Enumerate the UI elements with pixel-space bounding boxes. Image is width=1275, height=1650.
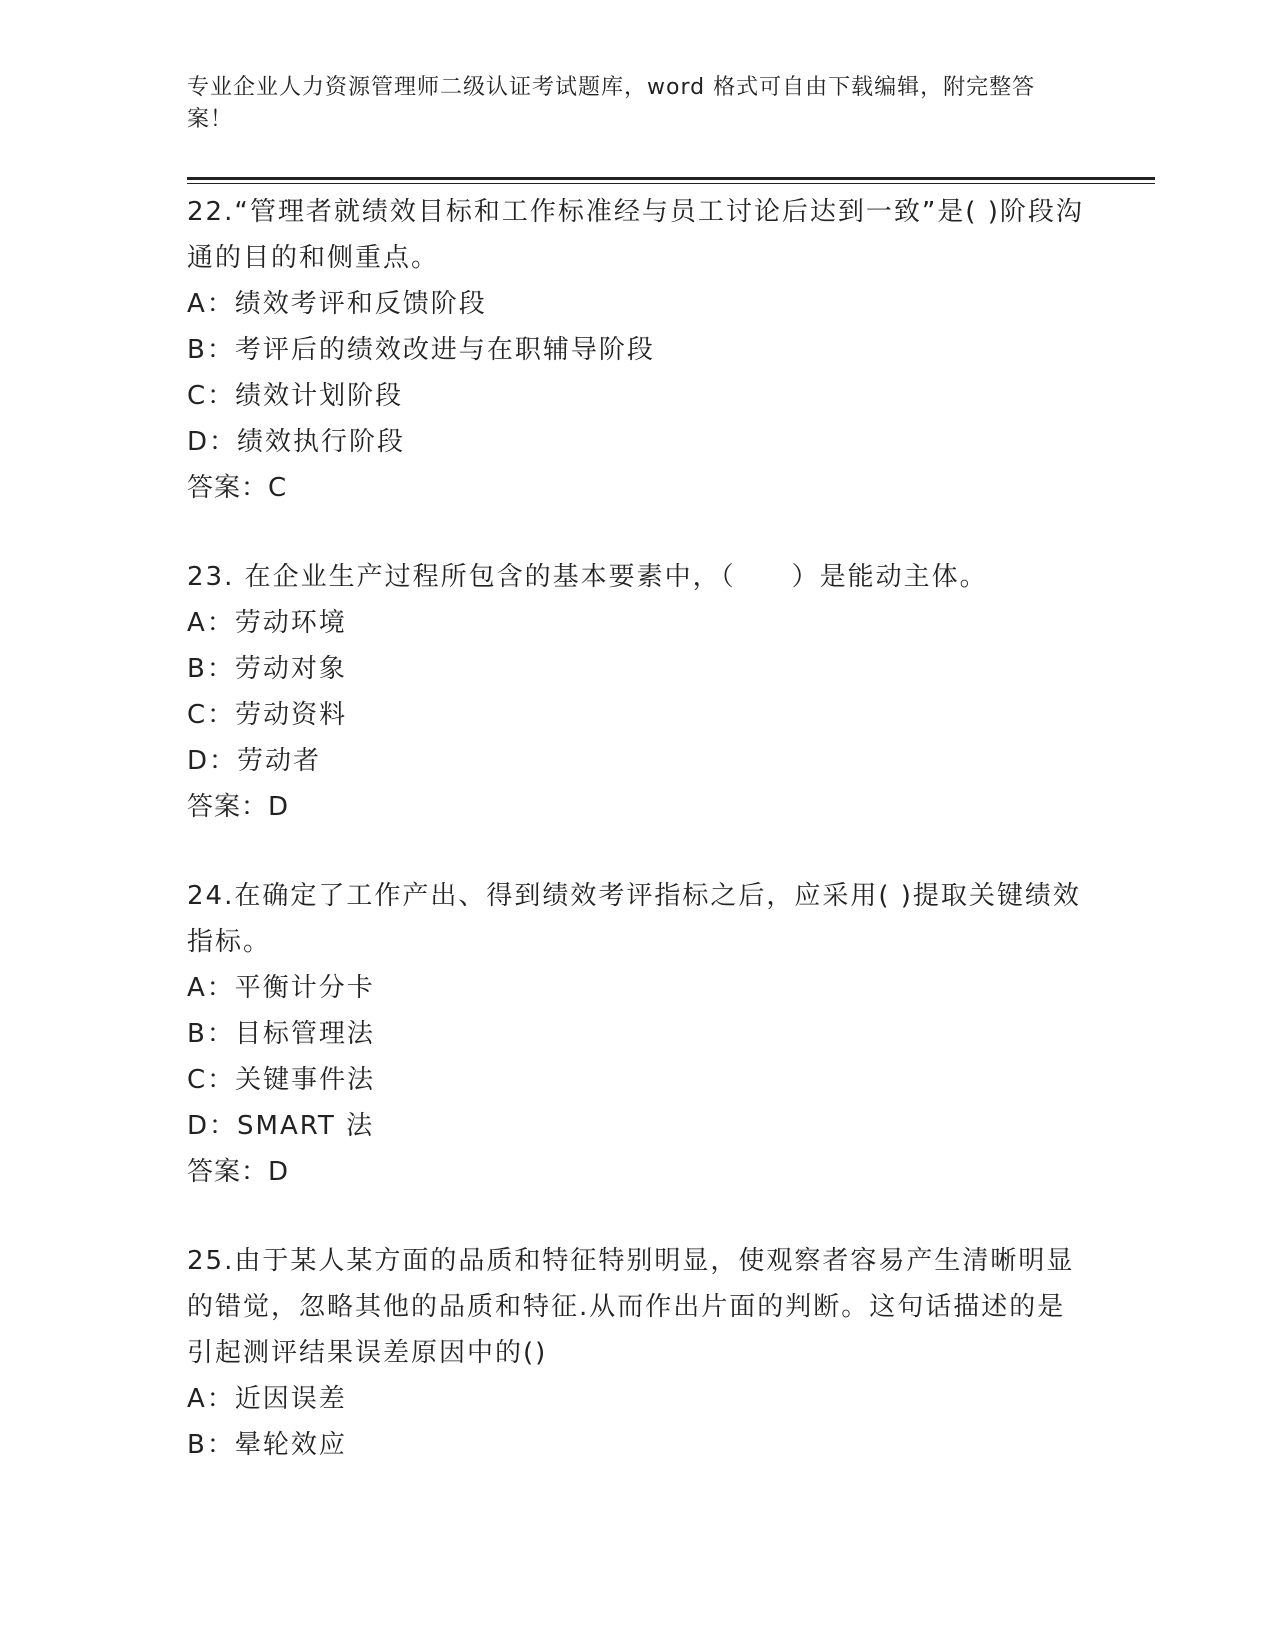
option-d: D：SMART 法 [187, 1111, 375, 1141]
question-text: 23. 在企业生产过程所包含的基本要素中，（ ）是能动主体。 [187, 562, 988, 592]
option-b: B：考评后的绩效改进与在职辅导阶段 [187, 335, 655, 365]
question-text: 25.由于某人某方面的品质和特征特别明显，使观察者容易产生清晰明显的错觉，忽略其他的品质和特征.从而作出片面的判断。这句话描述的是引起测评结果误差原因中的() [187, 1246, 1075, 1368]
question-list [187, 189, 1087, 1511]
option-b: B：晕轮效应 [187, 1430, 347, 1460]
option-c: C：劳动资料 [187, 700, 348, 730]
option-a: A：绩效考评和反馈阶段 [187, 289, 487, 319]
option-c: C：关键事件法 [187, 1065, 376, 1095]
option-a: A：平衡计分卡 [187, 973, 375, 1003]
header-divider-thin [187, 183, 1155, 184]
option-c: C：绩效计划阶段 [187, 381, 404, 411]
option-b: B：劳动对象 [187, 654, 347, 684]
option-b: B：目标管理法 [187, 1019, 375, 1049]
option-d: D：劳动者 [187, 746, 322, 776]
question-text: 22.“管理者就绩效目标和工作标准经与员工讨论后达到一致”是( )阶段沟通的目的和侧重点。 [187, 197, 1084, 273]
answer-line: 答案：D [187, 792, 290, 822]
option-d: D：绩效执行阶段 [187, 427, 406, 457]
question-25 [187, 1238, 1087, 1468]
question-23 [187, 554, 1087, 830]
answer-line: 答案：D [187, 1157, 290, 1187]
question-text: 24.在确定了工作产出、得到绩效考评指标之后，应采用( )提取关键绩效指标。 [187, 881, 1081, 957]
header-divider [187, 177, 1155, 180]
question-22 [187, 189, 1087, 511]
question-24 [187, 873, 1087, 1195]
option-a: A：劳动环境 [187, 608, 347, 638]
answer-line: 答案：C [187, 473, 288, 503]
option-a: A：近因误差 [187, 1384, 347, 1414]
page-header: 专业企业人力资源管理师二级认证考试题库，word 格式可自由下载编辑，附完整答案！ [187, 75, 1036, 132]
